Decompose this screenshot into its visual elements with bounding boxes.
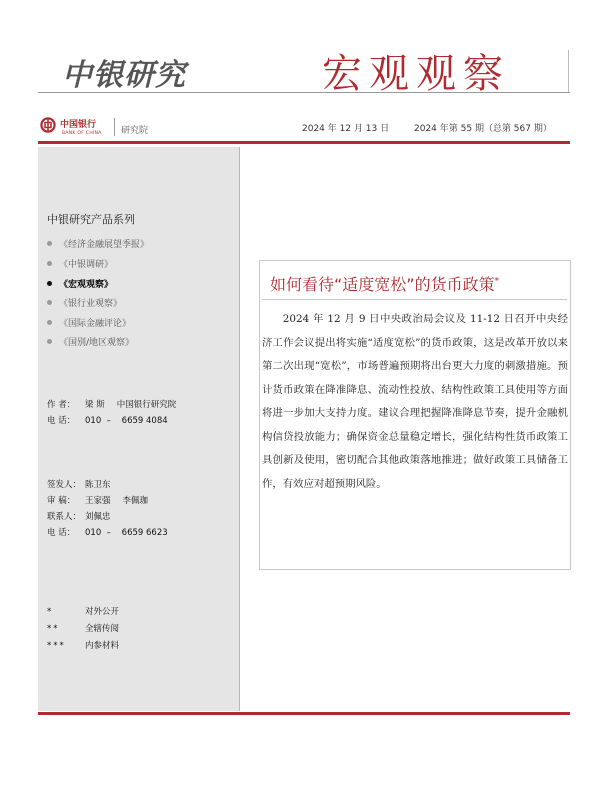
bottom-rule	[38, 712, 570, 715]
top-rule	[38, 92, 570, 93]
series-heading: 中银研究产品系列	[47, 213, 135, 226]
series-item-current: 《宏观观察》	[47, 277, 113, 290]
reviewer-line: 审 稿： 王家强 李佩珈	[47, 496, 149, 506]
contact-line: 联系人： 刘佩忠	[47, 512, 111, 522]
bank-name-en: BANK OF CHINA	[62, 131, 102, 136]
distribution-level: ** 全辖传阅	[47, 624, 120, 634]
header-divider	[568, 50, 569, 92]
series-item: 《银行业观察》	[47, 296, 122, 309]
series-item: 《中银调研》	[47, 257, 113, 270]
bullet-icon	[47, 241, 52, 246]
issue-date: 2024 年 12 月 13 日	[302, 124, 390, 134]
distribution-level: *** 内参材料	[47, 641, 120, 651]
issue-number: 2024 年第 55 期（总第 567 期）	[414, 124, 552, 134]
brand-logo-text: 中银研究	[62, 58, 186, 93]
bullet-icon	[47, 300, 52, 305]
summary-title: 如何看待“适度宽松”的货币政策*	[270, 275, 500, 294]
signer-line: 签发人： 陈卫东	[47, 480, 111, 490]
title-rule	[262, 299, 567, 300]
series-title: 宏观观察	[322, 51, 510, 97]
author-phone-line: 电 话： 010 – 6659 4084	[47, 416, 168, 426]
series-item: 《国别/地区观察》	[47, 335, 134, 348]
bullet-icon	[47, 261, 52, 266]
header-rule	[38, 141, 570, 144]
bank-name-cn: 中国银行	[60, 120, 97, 130]
bank-of-china-logo-icon	[40, 117, 56, 133]
series-item: 《经济金融展望季报》	[47, 237, 149, 250]
institute-name: 研究院	[121, 126, 149, 136]
footnote-mark: *	[494, 276, 500, 287]
distribution-level: * 对外公开	[47, 607, 120, 617]
bullet-icon	[47, 339, 52, 344]
logo-separator	[114, 118, 115, 136]
summary-text: 2024 年 12 月 9 日中央政治局会议及 11-12 日召开中央经济工作会议提出将实施“适度宽松”的货币政策，这是改革开放以来第二次出现“宽松”，市场普遍预期将出台更大力度的刺激措施。预计货币政策在降准降息、流动性投放、结构性政策工具使用等方面将进一步加大支持力度。建议合理把握降准降息节奏，提升金融机构信贷投放能力；确保资金总量稳定增长，强化结构性货币政策工具创新及使用，密切配合其他政策落地推进；做好政策工具储备工作，有效应对超预期风险。	[262, 313, 568, 490]
series-item: 《国际金融评论》	[47, 316, 131, 329]
bullet-icon	[47, 320, 52, 325]
bullet-icon	[47, 281, 52, 286]
author-line: 作 者： 梁 斯 中国银行研究院	[47, 400, 177, 410]
contact-phone-line: 电 话： 010 – 6659 6623	[47, 528, 168, 538]
